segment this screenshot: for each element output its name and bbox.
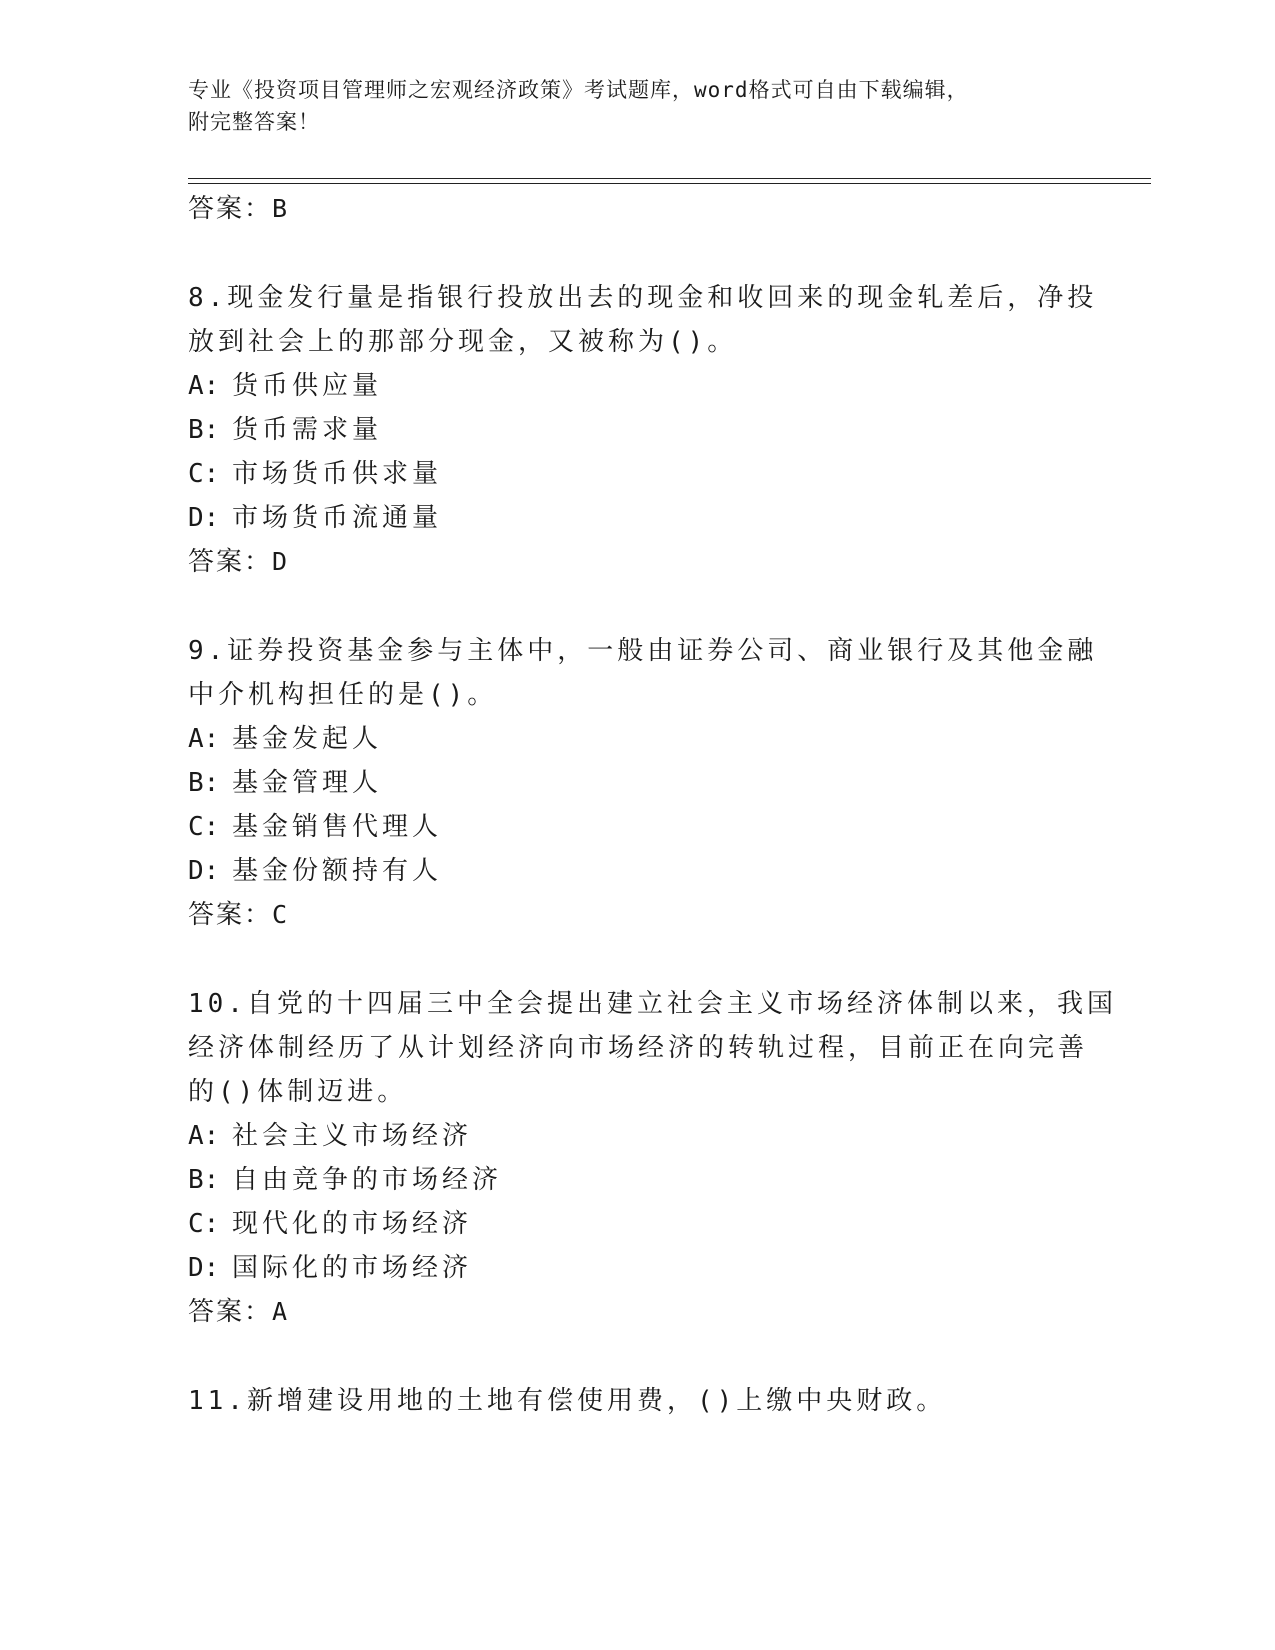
question-9-line-2: 中介机构担任的是()。 <box>188 680 498 710</box>
option-text: 基金发起人 <box>232 724 383 754</box>
answer-label: 答案： <box>188 547 273 577</box>
option-key: B: <box>188 415 220 445</box>
option-text: 基金销售代理人 <box>232 812 443 842</box>
option-key: B: <box>188 768 220 798</box>
question-8-option-b <box>188 413 382 447</box>
question-10-option-c <box>188 1207 472 1241</box>
option-key: A: <box>188 1121 220 1151</box>
option-text: 社会主义市场经济 <box>232 1121 473 1151</box>
question-8-option-a <box>188 369 382 403</box>
option-key: D: <box>188 1253 220 1283</box>
option-text: 货币需求量 <box>232 415 383 445</box>
option-key: C: <box>188 812 220 842</box>
question-8-option-c <box>188 457 442 491</box>
option-key: A: <box>188 724 220 754</box>
answer-label: 答案： <box>188 1297 273 1327</box>
option-key: D: <box>188 503 220 533</box>
question-9-option-c <box>188 810 442 844</box>
question-9-option-a <box>188 722 382 756</box>
option-text: 国际化的市场经济 <box>232 1253 473 1283</box>
question-10-line-2: 经济体制经历了从计划经济向市场经济的转轨过程，目前正在向完善 <box>188 1033 1089 1063</box>
question-8-line-2: 放到社会上的那部分现金，又被称为()。 <box>188 327 738 357</box>
header-rule-top <box>188 178 1151 179</box>
option-text: 基金管理人 <box>232 768 383 798</box>
answer-label: 答案： <box>188 900 273 930</box>
header-rule-bottom <box>188 183 1151 184</box>
question-10-line-3: 的()体制迈进。 <box>188 1077 408 1107</box>
question-8-option-d <box>188 501 442 535</box>
option-key: D: <box>188 856 220 886</box>
answer-value: D <box>272 547 289 576</box>
option-text: 货币供应量 <box>232 371 383 401</box>
header-text-line-2: 附完整答案！ <box>188 110 320 134</box>
answer-question-10 <box>188 1295 288 1329</box>
question-8-line-1: 8.现金发行量是指银行投放出去的现金和收回来的现金轧差后，净投 <box>188 283 1098 313</box>
question-10-line-1: 10.自党的十四届三中全会提出建立社会主义市场经济体制以来，我国 <box>188 989 1117 1019</box>
question-9-option-d <box>188 854 442 888</box>
option-key: C: <box>188 459 220 489</box>
question-9-line-1: 9.证券投资基金参与主体中，一般由证券公司、商业银行及其他金融 <box>188 636 1098 666</box>
question-9-option-b <box>188 766 382 800</box>
option-text: 基金份额持有人 <box>232 856 443 886</box>
answer-value: C <box>272 900 289 929</box>
question-10-option-b <box>188 1163 502 1197</box>
question-10-option-a <box>188 1119 472 1153</box>
option-text: 市场货币供求量 <box>232 459 443 489</box>
answer-value: B <box>272 194 289 223</box>
answer-question-9 <box>188 898 288 932</box>
question-10-option-d <box>188 1251 472 1285</box>
option-text: 现代化的市场经济 <box>232 1209 473 1239</box>
question-11-line-1: 11.新增建设用地的土地有偿使用费，()上缴中央财政。 <box>188 1386 947 1416</box>
option-text: 市场货币流通量 <box>232 503 443 533</box>
answer-value: A <box>272 1297 289 1326</box>
option-key: A: <box>188 371 220 401</box>
answer-question-8 <box>188 545 288 579</box>
option-text: 自由竞争的市场经济 <box>232 1165 503 1195</box>
header-text-line-1: 专业《投资项目管理师之宏观经济政策》考试题库，word格式可自由下载编辑， <box>188 78 969 102</box>
answer-label: 答案： <box>188 194 273 224</box>
option-key: B: <box>188 1165 220 1195</box>
answer-prev <box>188 192 288 226</box>
option-key: C: <box>188 1209 220 1239</box>
